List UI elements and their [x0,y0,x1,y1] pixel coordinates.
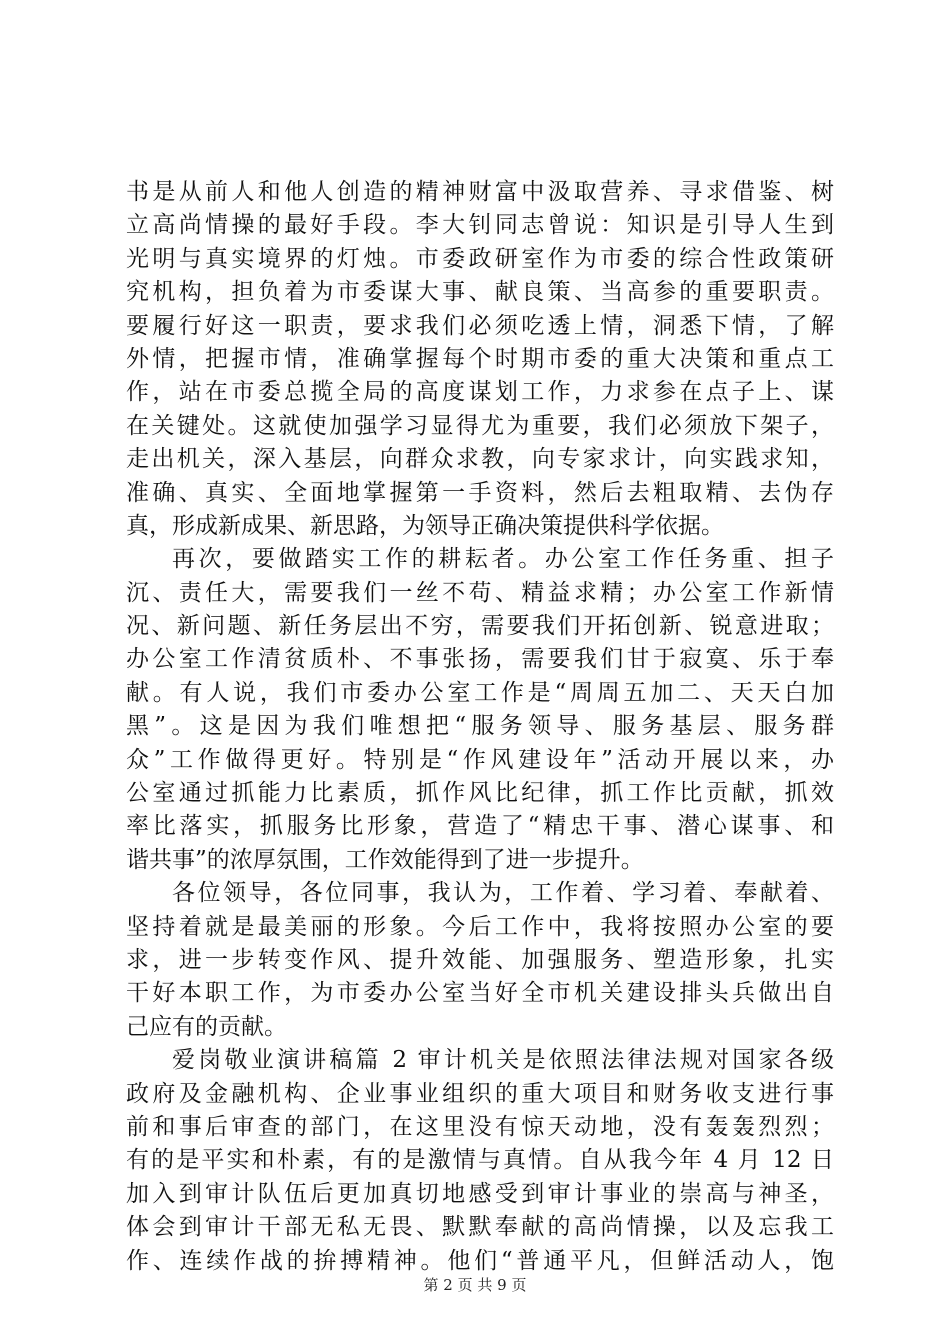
text-line: 献。有人说，我们市委办公室工作是“周周五加二、天天白加 [126,679,834,706]
text-line: 求，进一步转变作风、提升效能、加强服务、塑造形象，扎实 [126,946,834,973]
text-line: 众”工作做得更好。特别是“作风建设年”活动开展以来，办 [126,746,834,773]
text-line: 再次，要做踏实工作的耕耘者。办公室工作任务重、担子 [172,546,834,573]
text-line: 外情，把握市情，准确掌握每个时期市委的重大决策和重点工 [126,345,834,372]
text-line: 要履行好这一职责，要求我们必须吃透上情，洞悉下情，了解 [126,312,834,339]
text-line: 体会到审计干部无私无畏、默默奉献的高尚情操，以及忘我工 [126,1214,834,1241]
text-line: 坚持着就是最美丽的形象。今后工作中，我将按照办公室的要 [126,913,834,940]
text-line: 在关键处。这就使加强学习显得尤为重要，我们必须放下架子， [126,412,834,439]
text-line: 况、新问题、新任务层出不穷，需要我们开拓创新、锐意进取； [126,613,834,640]
text-line: 己应有的贡献。 [126,1013,287,1040]
text-line: 作，站在市委总揽全局的高度谋划工作，力求参在点子上、谋 [126,379,834,406]
page-footer: 第 2 页 共 9 页 [423,1276,527,1294]
text-line: 究机构，担负着为市委谋大事、献良策、当高参的重要职责。 [126,279,834,306]
text-line: 各位领导，各位同事，我认为，工作着、学习着、奉献着、 [172,880,834,907]
text-line: 加入到审计队伍后更加真切地感受到审计事业的崇高与神圣， [126,1180,834,1207]
text-line: 立高尚情操的最好手段。李大钊同志曾说：知识是引导人生到 [126,212,834,239]
text-line: 谐共事”的浓厚氛围，工作效能得到了进一步提升。 [126,846,644,873]
body-text [126,176,834,1278]
text-line: 公室通过抓能力比素质，抓作风比纪律，抓工作比贡献，抓效 [126,780,834,807]
text-line: 有的是平实和朴素，有的是激情与真情。自从我今年 4 月 12 日 [126,1147,834,1174]
text-line: 书是从前人和他人创造的精神财富中汲取营养、寻求借鉴、树 [126,179,834,205]
text-line: 爱岗敬业演讲稿篇 2 审计机关是依照法律法规对国家各级 [172,1047,834,1074]
text-line: 真，形成新成果、新思路，为领导正确决策提供科学依据。 [126,512,724,539]
text-line: 准确、真实、全面地掌握第一手资料，然后去粗取精、去伪存 [126,479,834,506]
text-line: 干好本职工作，为市委办公室当好全市机关建设排头兵做出自 [126,980,834,1007]
text-line: 率比落实，抓服务比形象，营造了“精忠干事、潜心谋事、和 [126,813,834,840]
text-line: 走出机关，深入基层，向群众求教，向专家求计，向实践求知， [126,446,834,473]
text-line: 办公室工作清贫质朴、不事张扬，需要我们甘于寂寞、乐于奉 [126,646,834,673]
text-line: 光明与真实境界的灯烛。市委政研室作为市委的综合性政策研 [126,245,834,272]
text-line: 前和事后审查的部门，在这里没有惊天动地，没有轰轰烈烈； [126,1113,834,1140]
text-line: 沉、责任大，需要我们一丝不苟、精益求精；办公室工作新情 [126,579,834,606]
text-line: 黑”。这是因为我们唯想把“服务领导、服务基层、服务群 [126,713,834,740]
text-line: 作、连续作战的拚搏精神。他们“普通平凡，但鲜活动人，饱 [126,1247,834,1274]
text-line: 政府及金融机构、企业事业组织的重大项目和财务收支进行事 [126,1080,834,1107]
